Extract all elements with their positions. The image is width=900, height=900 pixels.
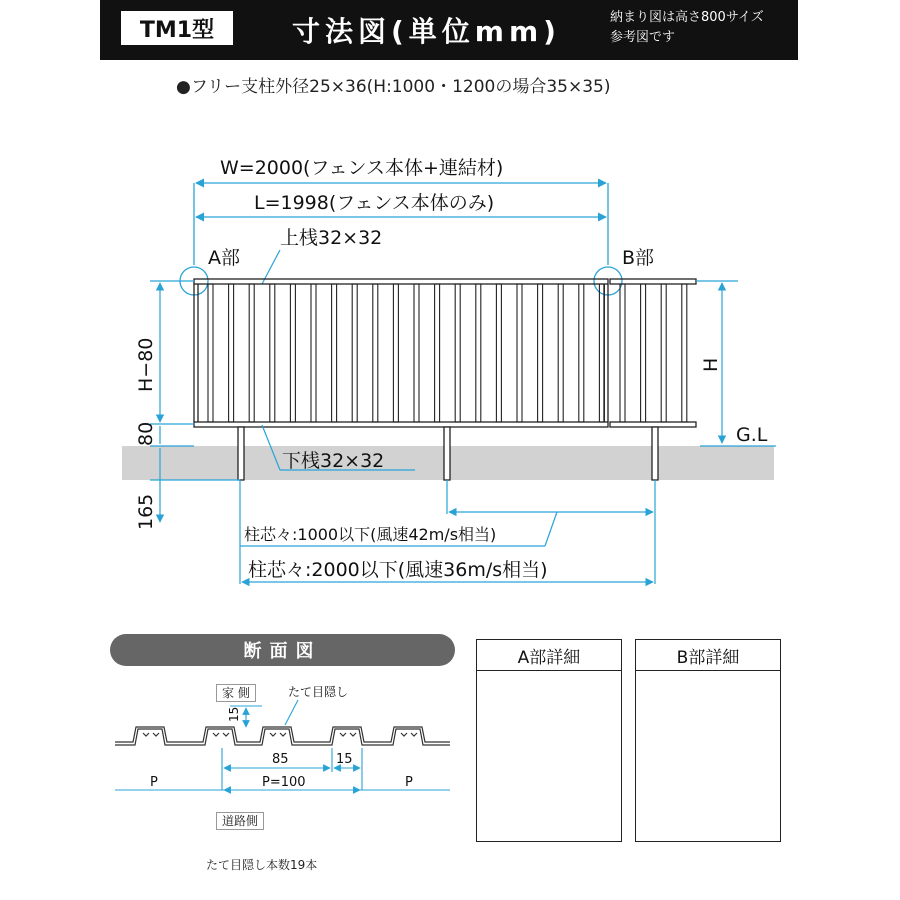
p-right-label: P bbox=[405, 775, 413, 790]
fence-slat bbox=[352, 284, 357, 422]
dim-85-label: 85 bbox=[272, 752, 289, 767]
top-rail-label: 上桟32×32 bbox=[280, 227, 383, 249]
fence-slat bbox=[620, 284, 625, 422]
fence-slat bbox=[332, 284, 337, 422]
detail-a-title: A部詳細 bbox=[477, 640, 621, 671]
fence-slat bbox=[208, 284, 213, 422]
dim-15-label: 15 bbox=[336, 752, 353, 767]
screen-count-footnote: たて目隠し本数19本 bbox=[206, 858, 318, 872]
dim-165-label: 165 bbox=[135, 493, 157, 530]
fence-slat bbox=[311, 284, 316, 422]
gl-label: G.L bbox=[736, 424, 768, 446]
post-spec-line: ●フリー支柱外径25×36(H:1000・1200の場合35×35) bbox=[176, 77, 611, 97]
detail-b-title: B部詳細 bbox=[636, 640, 780, 671]
fence-slat bbox=[476, 284, 481, 422]
model-badge: TM1型 bbox=[118, 8, 236, 48]
fence-slat bbox=[455, 284, 460, 422]
section-drawing bbox=[115, 727, 450, 745]
fence-slat bbox=[538, 284, 543, 422]
detail-b-box bbox=[635, 639, 781, 842]
fence-slat bbox=[249, 284, 254, 422]
detail-a-box bbox=[476, 639, 622, 842]
p-left-label: P bbox=[150, 775, 158, 790]
page-title: 寸法図(単位mm) bbox=[292, 15, 561, 48]
post-pitch-1000-label: 柱芯々:1000以下(風速42m/s相当) bbox=[244, 525, 497, 544]
fence-slat bbox=[435, 284, 440, 422]
h-label: H bbox=[700, 357, 722, 372]
w-dimension-label: W=2000(フェンス本体+連結材) bbox=[220, 157, 504, 179]
p-center-label: P=100 bbox=[262, 775, 306, 790]
screen-label: たて目隠し bbox=[288, 685, 349, 699]
dim-80-label: 80 bbox=[135, 421, 157, 446]
fence-slat bbox=[579, 284, 584, 422]
dim-15-vertical-label: 15 bbox=[227, 706, 241, 722]
h-minus-80-label: H−80 bbox=[135, 337, 157, 392]
fence-slats bbox=[208, 284, 687, 422]
fence-slat bbox=[229, 284, 234, 422]
fence-slat bbox=[641, 284, 646, 422]
road-side-label: 道路側 bbox=[216, 812, 264, 830]
fence-slat bbox=[517, 284, 522, 422]
fence-slat bbox=[496, 284, 501, 422]
fence-slat bbox=[290, 284, 295, 422]
post-pitch-2000-label: 柱芯々:2000以下(風速36m/s相当) bbox=[248, 559, 548, 581]
section-header: 断面図 bbox=[110, 634, 455, 666]
bottom-rail-label: 下桟32×32 bbox=[282, 450, 385, 472]
fence-slat bbox=[393, 284, 398, 422]
header-note-line1: 納まり図は高さ800サイズ bbox=[610, 10, 764, 25]
fence-slat bbox=[682, 284, 687, 422]
fence-slat bbox=[270, 284, 275, 422]
house-side-label: 家 側 bbox=[216, 684, 256, 702]
fence-slat bbox=[414, 284, 419, 422]
l-dimension-label: L=1998(フェンス本体のみ) bbox=[254, 192, 495, 214]
fence-slat bbox=[661, 284, 666, 422]
b-part-label: B部 bbox=[622, 247, 655, 269]
a-part-label: A部 bbox=[208, 247, 240, 269]
left-dimensions bbox=[150, 281, 240, 522]
fence-slat bbox=[373, 284, 378, 422]
fence-slat bbox=[558, 284, 563, 422]
header-note-line2: 参考図です bbox=[610, 30, 676, 45]
